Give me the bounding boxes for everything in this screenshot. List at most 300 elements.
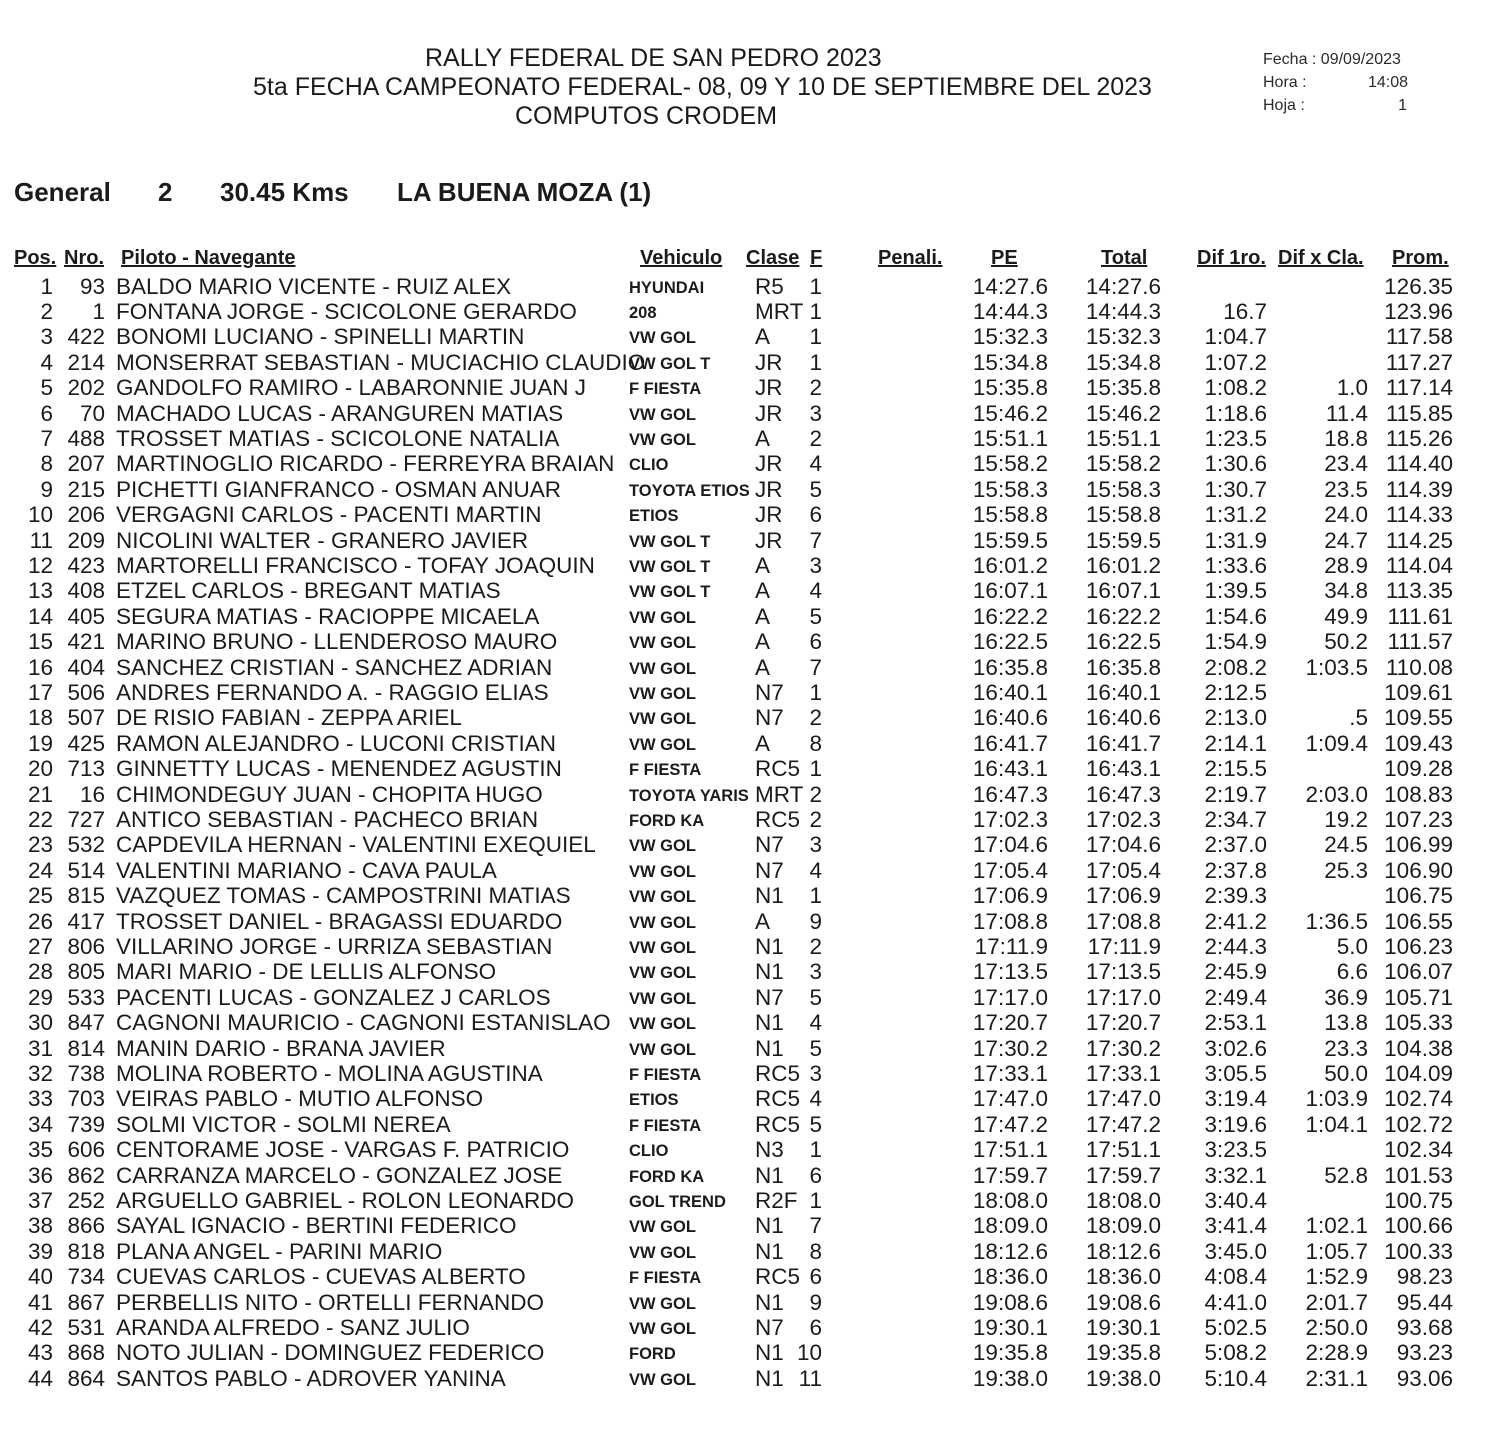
cell-dif1: 2:53.1: [1204, 1010, 1267, 1036]
cell-vehiculo: FORD KA: [629, 811, 705, 830]
col-header-pe: PE: [991, 247, 1018, 269]
cell-clase: N1: [755, 1035, 784, 1061]
cell-pos: 37: [27, 1187, 53, 1213]
cell-prom: 104.38: [1384, 1035, 1453, 1061]
cell-pe: 15:46.2: [972, 400, 1048, 426]
col-header-total: Total: [1101, 247, 1148, 269]
cell-pe: 16:22.5: [972, 629, 1048, 655]
cell-piloto: MOLINA ROBERTO - MOLINA AGUSTINA: [116, 1060, 543, 1086]
cell-nro: 16: [79, 781, 105, 807]
cell-pos: 42: [27, 1314, 53, 1340]
cell-prom: 117.58: [1385, 324, 1453, 350]
table-row: [0, 1340, 1500, 1365]
cell-difcla: 2:50.0: [1305, 1314, 1368, 1340]
cell-prom: 100.66: [1384, 1213, 1453, 1239]
cell-f: 1: [809, 324, 822, 350]
cell-clase: N1: [755, 1213, 784, 1239]
table-row: [0, 578, 1500, 603]
cell-dif1: 1:39.5: [1204, 578, 1267, 604]
cell-difcla: 1:04.1: [1305, 1111, 1368, 1137]
cell-vehiculo: VW GOL: [629, 1294, 696, 1313]
cell-pe: 17:05.4: [972, 857, 1048, 883]
cell-pe: 17:30.2: [972, 1035, 1048, 1061]
cell-dif1: 1:30.7: [1204, 476, 1267, 502]
cell-nro: 727: [67, 806, 105, 832]
cell-nro: 506: [67, 679, 105, 705]
cell-pe: 19:38.0: [972, 1365, 1048, 1391]
cell-f: 2: [809, 781, 822, 807]
cell-vehiculo: F FIESTA: [629, 1116, 702, 1135]
cell-pe: 17:17.0: [972, 984, 1048, 1010]
cell-dif1: 1:04.7: [1204, 324, 1267, 350]
cell-clase: JR: [755, 375, 783, 401]
table-row: [0, 324, 1500, 349]
cell-difcla: 2:03.0: [1305, 781, 1368, 807]
cell-total: 16:07.1: [1085, 578, 1161, 604]
cell-total: 19:30.1: [1085, 1314, 1161, 1340]
cell-prom: 102.74: [1384, 1086, 1453, 1112]
cell-clase: N7: [755, 984, 784, 1010]
cell-dif1: 1:31.9: [1204, 527, 1267, 553]
table-row: [0, 426, 1500, 451]
cell-dif1: 3:19.6: [1204, 1111, 1267, 1137]
cell-difcla: 1:36.5: [1305, 908, 1368, 934]
cell-dif1: 3:45.0: [1204, 1238, 1267, 1264]
cell-f: 2: [809, 705, 822, 731]
cell-dif1: 5:10.4: [1204, 1365, 1267, 1391]
cell-nro: 207: [67, 451, 105, 477]
cell-piloto: ARANDA ALFREDO - SANZ JULIO: [116, 1314, 470, 1340]
table-row: [0, 350, 1500, 375]
cell-vehiculo: VW GOL: [629, 329, 696, 348]
table-row: [0, 883, 1500, 908]
cell-nro: 739: [67, 1111, 105, 1137]
cell-difcla: 28.9: [1324, 552, 1368, 578]
cell-pos: 32: [27, 1060, 53, 1086]
cell-pos: 15: [27, 629, 53, 655]
cell-nro: 805: [67, 959, 105, 985]
cell-dif1: 1:08.2: [1204, 375, 1267, 401]
cell-clase: N1: [755, 1340, 784, 1366]
cell-pos: 33: [27, 1086, 53, 1112]
cell-pe: 16:01.2: [972, 552, 1048, 578]
cell-nro: 734: [67, 1264, 105, 1290]
cell-pe: 17:11.9: [974, 933, 1048, 959]
table-row: [0, 502, 1500, 527]
cell-f: 7: [809, 1213, 822, 1239]
cell-piloto: PACENTI LUCAS - GONZALEZ J CARLOS: [116, 984, 551, 1010]
cell-total: 16:35.8: [1085, 654, 1161, 680]
cell-total: 16:47.3: [1085, 781, 1161, 807]
cell-prom: 102.72: [1384, 1111, 1453, 1137]
cell-clase: JR: [755, 502, 783, 528]
cell-prom: 126.35: [1384, 273, 1453, 299]
cell-clase: A: [755, 908, 771, 934]
cell-nro: 408: [67, 578, 105, 604]
cell-f: 6: [809, 1314, 822, 1340]
cell-piloto: CAPDEVILA HERNAN - VALENTINI EXEQUIEL: [116, 832, 596, 858]
cell-pe: 14:44.3: [972, 298, 1048, 324]
cell-prom: 109.61: [1384, 679, 1453, 705]
table-row: [0, 375, 1500, 400]
cell-piloto: NOTO JULIAN - DOMINGUEZ FEDERICO: [116, 1340, 545, 1366]
cell-nro: 422: [67, 324, 105, 350]
cell-pos: 40: [27, 1264, 53, 1290]
cell-total: 17:04.6: [1085, 832, 1161, 858]
cell-pe: 15:51.1: [972, 425, 1048, 451]
cell-pos: 30: [27, 1010, 53, 1036]
cell-pe: 18:36.0: [972, 1264, 1048, 1290]
cell-piloto: ANDRES FERNANDO A. - RAGGIO ELIAS: [116, 679, 549, 705]
cell-difcla: 1:09.4: [1305, 730, 1368, 756]
cell-f: 5: [809, 1035, 822, 1061]
cell-vehiculo: CLIO: [629, 456, 669, 475]
cell-pos: 5: [40, 375, 53, 401]
cell-clase: A: [755, 654, 771, 680]
cell-total: 19:35.8: [1085, 1340, 1161, 1366]
cell-clase: MRT: [755, 781, 804, 807]
cell-clase: N1: [755, 1289, 784, 1315]
cell-vehiculo: FORD KA: [629, 1167, 705, 1186]
cell-clase: N1: [755, 959, 784, 985]
cell-dif1: 4:41.0: [1204, 1289, 1267, 1315]
cell-prom: 100.75: [1384, 1187, 1453, 1213]
cell-piloto: SOLMI VICTOR - SOLMI NEREA: [116, 1111, 451, 1137]
table-row: [0, 604, 1500, 629]
cell-pos: 28: [27, 959, 53, 985]
cell-piloto: CENTORAME JOSE - VARGAS F. PATRICIO: [116, 1137, 570, 1163]
cell-f: 1: [809, 273, 822, 299]
cell-piloto: MONSERRAT SEBASTIAN - MUCIACHIO CLAUDIO: [116, 349, 646, 375]
table-row: [0, 731, 1500, 756]
cell-prom: 109.28: [1384, 756, 1453, 782]
cell-clase: R2F: [755, 1187, 798, 1213]
meta-fecha: Fecha : 09/09/2023: [1263, 51, 1401, 68]
cell-clase: A: [755, 603, 771, 629]
cell-pe: 17:47.2: [972, 1111, 1048, 1137]
cell-pe: 18:12.6: [972, 1238, 1048, 1264]
cell-vehiculo: VW GOL: [629, 837, 696, 856]
cell-pe: 15:58.3: [972, 476, 1048, 502]
cell-pe: 16:22.2: [972, 603, 1048, 629]
cell-difcla: 2:01.7: [1305, 1289, 1368, 1315]
cell-dif1: 1:54.9: [1204, 629, 1267, 655]
meta-hoja-value: 1: [1398, 97, 1407, 114]
cell-clase: N7: [755, 857, 784, 883]
table-row: [0, 1061, 1500, 1086]
cell-total: 17:13.5: [1085, 959, 1161, 985]
cell-f: 6: [809, 1264, 822, 1290]
cell-pos: 38: [27, 1213, 53, 1239]
cell-f: 10: [796, 1340, 822, 1366]
cell-prom: 117.27: [1385, 349, 1453, 375]
cell-prom: 111.61: [1387, 603, 1453, 629]
cell-prom: 100.33: [1384, 1238, 1453, 1264]
cell-pos: 7: [40, 425, 53, 451]
cell-piloto: BALDO MARIO VICENTE - RUIZ ALEX: [116, 273, 512, 299]
table-row: [0, 655, 1500, 680]
cell-difcla: 36.9: [1324, 984, 1368, 1010]
cell-clase: A: [755, 730, 771, 756]
cell-dif1: 3:05.5: [1204, 1060, 1267, 1086]
cell-vehiculo: FORD: [629, 1345, 676, 1364]
cell-pos: 11: [29, 527, 53, 553]
table-row: [0, 553, 1500, 578]
cell-pos: 43: [27, 1340, 53, 1366]
cell-f: 1: [809, 679, 822, 705]
cell-f: 1: [809, 1137, 822, 1163]
cell-nro: 202: [67, 375, 105, 401]
table-row: [0, 451, 1500, 476]
cell-total: 19:08.6: [1085, 1289, 1161, 1315]
table-row: [0, 705, 1500, 730]
cell-piloto: RAMON ALEJANDRO - LUCONI CRISTIAN: [116, 730, 557, 756]
cell-nro: 703: [67, 1086, 105, 1112]
cell-prom: 114.33: [1385, 502, 1453, 528]
cell-difcla: 34.8: [1324, 578, 1368, 604]
table-row: [0, 401, 1500, 426]
cell-pos: 21: [27, 781, 53, 807]
cell-piloto: ARGUELLO GABRIEL - ROLON LEONARDO: [116, 1187, 575, 1213]
cell-total: 15:59.5: [1085, 527, 1161, 553]
cell-pos: 3: [40, 324, 53, 350]
cell-f: 1: [809, 883, 822, 909]
table-row: [0, 680, 1500, 705]
cell-pos: 13: [27, 578, 53, 604]
cell-nro: 866: [67, 1213, 105, 1239]
cell-pos: 6: [40, 400, 53, 426]
cell-vehiculo: TOYOTA ETIOS: [629, 481, 750, 500]
table-row: [0, 299, 1500, 324]
cell-vehiculo: VW GOL: [629, 1243, 696, 1262]
cell-f: 7: [809, 654, 822, 680]
cell-clase: JR: [755, 476, 783, 502]
cell-clase: JR: [755, 400, 783, 426]
table-row: [0, 782, 1500, 807]
cell-prom: 111.57: [1387, 629, 1453, 655]
cell-pos: 35: [27, 1137, 53, 1163]
cell-nro: 532: [67, 832, 105, 858]
cell-prom: 105.71: [1384, 984, 1453, 1010]
cell-piloto: SANTOS PABLO - ADROVER YANINA: [116, 1365, 506, 1391]
cell-nro: 214: [67, 349, 105, 375]
cell-clase: N1: [755, 883, 784, 909]
table-row: [0, 832, 1500, 857]
cell-dif1: 3:32.1: [1204, 1162, 1267, 1188]
cell-nro: 868: [67, 1340, 105, 1366]
cell-prom: 114.39: [1385, 476, 1453, 502]
cell-difcla: 25.3: [1324, 857, 1368, 883]
cell-difcla: 24.0: [1324, 502, 1368, 528]
cell-f: 2: [809, 933, 822, 959]
meta-hoja-label: Hoja :: [1263, 97, 1305, 114]
cell-f: 3: [809, 552, 822, 578]
cell-dif1: 5:02.5: [1204, 1314, 1267, 1340]
cell-difcla: 5.0: [1336, 933, 1368, 959]
cell-piloto: CUEVAS CARLOS - CUEVAS ALBERTO: [116, 1264, 526, 1290]
cell-f: 4: [809, 451, 822, 477]
cell-piloto: FONTANA JORGE - SCICOLONE GERARDO: [116, 298, 577, 324]
cell-piloto: PICHETTI GIANFRANCO - OSMAN ANUAR: [116, 476, 562, 502]
cell-vehiculo: VW GOL: [629, 1370, 696, 1389]
cell-prom: 95.44: [1396, 1289, 1453, 1315]
cell-vehiculo: VW GOL: [629, 405, 696, 424]
cell-pos: 10: [27, 502, 53, 528]
cell-pos: 39: [27, 1238, 53, 1264]
cell-vehiculo: VW GOL: [629, 1218, 696, 1237]
cell-clase: N7: [755, 832, 784, 858]
cell-prom: 106.75: [1384, 883, 1453, 909]
cell-f: 5: [809, 603, 822, 629]
cell-pe: 15:58.2: [972, 451, 1048, 477]
cell-pos: 27: [27, 933, 53, 959]
cell-total: 17:59.7: [1085, 1162, 1161, 1188]
cell-clase: A: [755, 552, 771, 578]
cell-difcla: 11.4: [1325, 400, 1368, 426]
cell-pos: 9: [40, 476, 53, 502]
table-row: [0, 756, 1500, 781]
table-row: [0, 477, 1500, 502]
cell-piloto: CARRANZA MARCELO - GONZALEZ JOSE: [116, 1162, 563, 1188]
cell-nro: 93: [79, 273, 105, 299]
cell-piloto: GANDOLFO RAMIRO - LABARONNIE JUAN J: [116, 375, 587, 401]
cell-dif1: 1:54.6: [1204, 603, 1267, 629]
cell-clase: N1: [755, 1238, 784, 1264]
table-row: [0, 1213, 1500, 1238]
cell-nro: 514: [67, 857, 105, 883]
table-row: [0, 1239, 1500, 1264]
cell-total: 16:01.2: [1085, 552, 1161, 578]
cell-vehiculo: CLIO: [629, 1142, 669, 1161]
cell-total: 16:22.5: [1085, 629, 1161, 655]
meta-hora-value: 14:08: [1367, 74, 1408, 91]
cell-vehiculo: HYUNDAI: [629, 278, 705, 297]
cell-f: 9: [809, 908, 822, 934]
cell-dif1: 2:41.2: [1204, 908, 1267, 934]
cell-piloto: CAGNONI MAURICIO - CAGNONI ESTANISLAO: [116, 1010, 611, 1036]
cell-f: 1: [809, 1187, 822, 1213]
cell-pe: 17:51.1: [972, 1137, 1048, 1163]
cell-dif1: 3:40.4: [1204, 1187, 1267, 1213]
cell-vehiculo: VW GOL: [629, 938, 696, 957]
cell-pe: 17:04.6: [972, 832, 1048, 858]
table-row: [0, 1188, 1500, 1213]
cell-piloto: DE RISIO FABIAN - ZEPPA ARIEL: [116, 705, 462, 731]
cell-dif1: 1:23.5: [1204, 425, 1267, 451]
cell-f: 1: [809, 349, 822, 375]
cell-clase: N7: [755, 679, 784, 705]
cell-prom: 104.09: [1384, 1060, 1453, 1086]
cell-dif1: 3:23.5: [1204, 1137, 1267, 1163]
cell-piloto: VEIRAS PABLO - MUTIO ALFONSO: [116, 1086, 484, 1112]
cell-piloto: ETZEL CARLOS - BREGANT MATIAS: [116, 578, 501, 604]
cell-difcla: 6.6: [1336, 959, 1368, 985]
cell-f: 4: [809, 1086, 822, 1112]
cell-f: 9: [809, 1289, 822, 1315]
col-header-difcla: Dif x Cla.: [1278, 247, 1364, 269]
cell-difcla: 49.9: [1324, 603, 1368, 629]
cell-clase: N1: [755, 1010, 784, 1036]
cell-f: 8: [809, 1238, 822, 1264]
cell-vehiculo: VW GOL: [629, 964, 696, 983]
cell-pe: 16:40.1: [972, 679, 1048, 705]
cell-vehiculo: VW GOL: [629, 888, 696, 907]
cell-f: 1: [809, 298, 822, 324]
cell-vehiculo: ETIOS: [629, 1091, 679, 1110]
cell-nro: 531: [67, 1314, 105, 1340]
cell-prom: 109.43: [1384, 730, 1453, 756]
cell-nro: 847: [67, 1010, 105, 1036]
cell-prom: 102.34: [1384, 1137, 1453, 1163]
cell-pe: 16:43.1: [972, 756, 1048, 782]
cell-nro: 507: [67, 705, 105, 731]
cell-pe: 17:47.0: [972, 1086, 1048, 1112]
cell-piloto: CHIMONDEGUY JUAN - CHOPITA HUGO: [116, 781, 543, 807]
cell-vehiculo: VW GOL: [629, 913, 696, 932]
cell-total: 18:36.0: [1085, 1264, 1161, 1290]
cell-f: 1: [809, 756, 822, 782]
cell-pos: 12: [27, 552, 53, 578]
cell-prom: 115.26: [1385, 425, 1453, 451]
cell-piloto: PLANA ANGEL - PARINI MARIO: [116, 1238, 443, 1264]
cell-pe: 18:08.0: [972, 1187, 1048, 1213]
cell-total: 17:47.2: [1085, 1111, 1161, 1137]
cell-nro: 206: [67, 502, 105, 528]
cell-pos: 36: [27, 1162, 53, 1188]
cell-nro: 864: [67, 1365, 105, 1391]
cell-vehiculo: VW GOL: [629, 735, 696, 754]
cell-clase: RC5: [755, 1060, 801, 1086]
cell-total: 17:20.7: [1085, 1010, 1161, 1036]
cell-pe: 19:30.1: [972, 1314, 1048, 1340]
cell-dif1: 1:07.2: [1204, 349, 1267, 375]
cell-nro: 862: [67, 1162, 105, 1188]
cell-pe: 15:35.8: [972, 375, 1048, 401]
cell-f: 3: [809, 832, 822, 858]
table-row: [0, 1290, 1500, 1315]
cell-clase: R5: [755, 273, 784, 299]
cell-clase: JR: [755, 349, 783, 375]
cell-pos: 34: [27, 1111, 53, 1137]
cell-piloto: VAZQUEZ TOMAS - CAMPOSTRINI MATIAS: [116, 883, 571, 909]
table-row: [0, 959, 1500, 984]
cell-prom: 110.08: [1385, 654, 1453, 680]
cell-total: 17:33.1: [1085, 1060, 1161, 1086]
cell-pe: 15:34.8: [972, 349, 1048, 375]
cell-vehiculo: GOL TREND: [629, 1192, 726, 1211]
cell-pe: 15:58.8: [972, 502, 1048, 528]
cell-vehiculo: VW GOL T: [629, 354, 711, 373]
cell-f: 6: [809, 629, 822, 655]
cell-vehiculo: F FIESTA: [629, 380, 702, 399]
cell-total: 15:46.2: [1085, 400, 1161, 426]
cell-vehiculo: F FIESTA: [629, 1065, 702, 1084]
cell-pe: 17:08.8: [972, 908, 1048, 934]
cell-total: 18:12.6: [1085, 1238, 1161, 1264]
cell-clase: RC5: [755, 756, 801, 782]
cell-nro: 1: [92, 298, 105, 324]
cell-clase: A: [755, 629, 771, 655]
cell-dif1: 16.7: [1223, 298, 1267, 324]
cell-pos: 41: [27, 1289, 53, 1315]
table-row: [0, 1315, 1500, 1340]
cell-pe: 17:20.7: [972, 1010, 1048, 1036]
cell-prom: 93.23: [1396, 1340, 1453, 1366]
table-row: [0, 528, 1500, 553]
cell-pe: 16:47.3: [972, 781, 1048, 807]
cell-nro: 423: [67, 552, 105, 578]
cell-difcla: 2:31.1: [1305, 1365, 1368, 1391]
